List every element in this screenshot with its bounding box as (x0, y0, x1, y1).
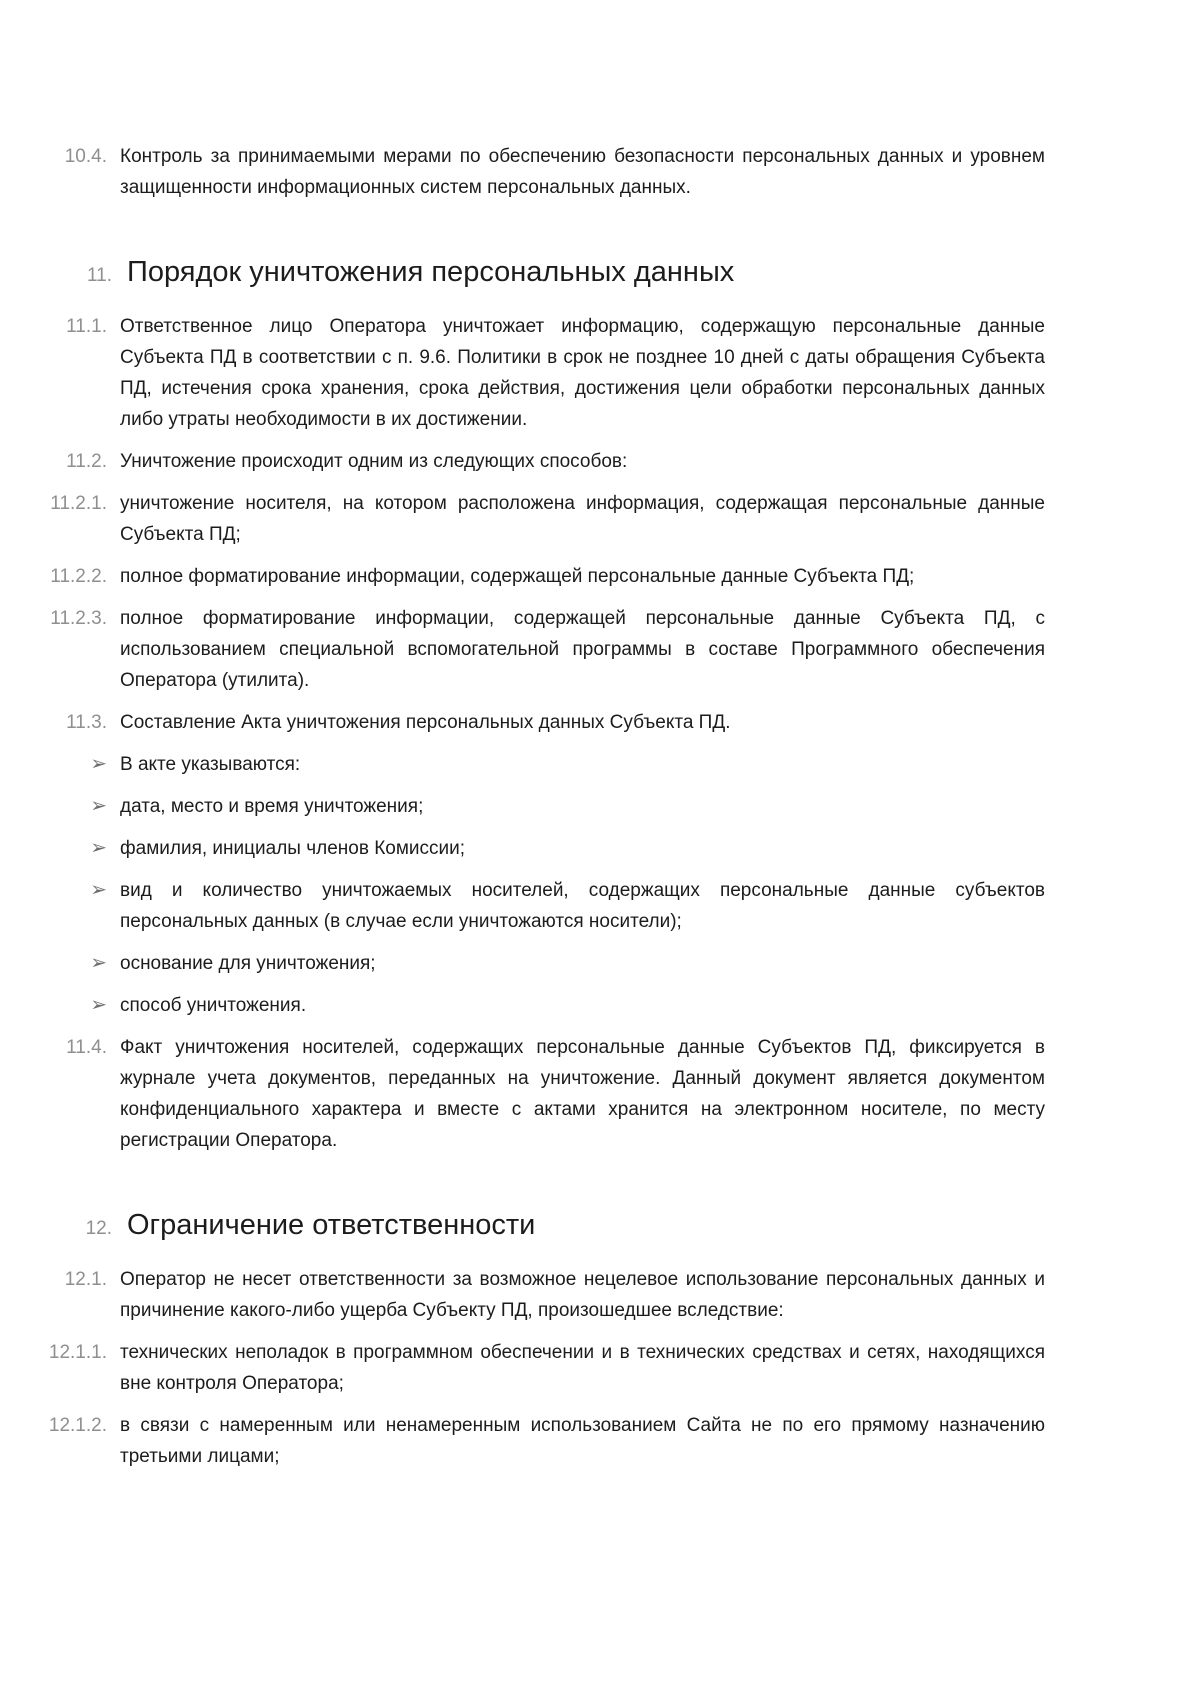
section-title: Ограничение ответственности (127, 1209, 536, 1241)
bullet-text: дата, место и время уничтожения; (120, 796, 424, 817)
clause-number: 11.2.3. (50, 608, 107, 629)
clause-row (0, 488, 1045, 550)
arrow-bullet-icon: ➢ (90, 795, 107, 817)
bullet-text: способ уничтожения. (120, 995, 307, 1016)
arrow-bullet-icon: ➢ (90, 994, 107, 1016)
bullet-text: фамилия, инициалы членов Комиссии; (120, 838, 466, 859)
clause-number: 11.2. (66, 451, 107, 472)
clause-row (0, 561, 1045, 592)
section-number: 12. (85, 1218, 112, 1239)
clause-text: Ответственное лицо Оператора уничтожает информацию, содержащую персональные данные Субъекта ПД в соответствии с п. 9.6. Политики в срок не позднее 10 дней с даты обращения Субъекта ПД, истечения срока хранения, срока действия, достижения цели обработки персональных данных либо утраты необходимости в их достижении. (120, 316, 1045, 430)
clause-number: 10.4. (64, 146, 107, 167)
clause-number: 12.1.1. (48, 1342, 107, 1363)
bullet-item-row (0, 791, 1045, 822)
clause-row (0, 1410, 1045, 1472)
clause-number: 11.4. (66, 1037, 107, 1058)
clause-number: 11.2.1. (50, 493, 107, 514)
clause-row (0, 707, 1045, 738)
clause-text: полное форматирование информации, содержащей персональные данные Субъекта ПД; (120, 566, 915, 587)
section-heading (0, 1206, 1045, 1244)
bullet-text: В акте указываются: (120, 754, 301, 775)
bullet-item-row (0, 875, 1045, 937)
section-heading (0, 253, 1045, 291)
bullet-text: основание для уничтожения; (120, 953, 376, 974)
bullet-item-row (0, 833, 1045, 864)
clause-row (0, 141, 1045, 203)
clause-text: Факт уничтожения носителей, содержащих персональные данные Субъектов ПД, фиксируется в журнале учета документов, переданных на уничтожение. Данный документ является документом конфиденциального характера и вместе с актами хранится на электронном носителе, по месту регистрации Оператора. (120, 1037, 1045, 1151)
bullet-item-row (0, 749, 1045, 780)
clause-row (0, 1032, 1045, 1156)
clause-text: Составление Акта уничтожения персональных данных Субъекта ПД. (120, 712, 731, 733)
clause-row (0, 1264, 1045, 1326)
clause-text: полное форматирование информации, содержащей персональные данные Субъекта ПД, с использованием специальной вспомогательной программы в составе Программного обеспечения Оператора (утилита). (120, 608, 1045, 691)
bullet-item-row (0, 948, 1045, 979)
clause-number: 11.3. (66, 712, 107, 733)
arrow-bullet-icon: ➢ (90, 952, 107, 974)
clause-number: 12.1. (64, 1269, 107, 1290)
clause-number: 11.1. (66, 316, 107, 337)
clause-row (0, 446, 1045, 477)
arrow-bullet-icon: ➢ (90, 879, 107, 901)
clause-text: уничтожение носителя, на котором расположена информация, содержащая персональные данные Субъекта ПД; (120, 493, 1045, 545)
section-number: 11. (86, 265, 112, 286)
arrow-bullet-icon: ➢ (90, 837, 107, 859)
clause-text: Контроль за принимаемыми мерами по обеспечению безопасности персональных данных и уровнем защищенности информационных систем персональных данных. (120, 146, 1045, 198)
clause-number: 12.1.2. (48, 1415, 107, 1436)
clause-text: технических неполадок в программном обеспечении и в технических средствах и сетях, находящихся вне контроля Оператора; (120, 1342, 1045, 1394)
clause-number: 11.2.2. (50, 566, 107, 587)
section-title: Порядок уничтожения персональных данных (127, 256, 735, 288)
clause-row (0, 311, 1045, 435)
bullet-text: вид и количество уничтожаемых носителей, содержащих персональные данные субъектов персональных данных (в случае если уничтожаются носители); (120, 880, 1045, 932)
clause-text: в связи с намеренным или ненамеренным использованием Сайта не по его прямому назначению третьими лицами; (120, 1415, 1045, 1467)
clause-text: Уничтожение происходит одним из следующих способов: (120, 451, 628, 472)
clause-text: Оператор не несет ответственности за возможное нецелевое использование персональных данных и причинение какого-либо ущерба Субъекту ПД, произошедшее вследствие: (120, 1269, 1045, 1321)
clause-row (0, 603, 1045, 696)
bullet-item-row (0, 990, 1045, 1021)
clause-row (0, 1337, 1045, 1399)
arrow-bullet-icon: ➢ (90, 753, 107, 775)
